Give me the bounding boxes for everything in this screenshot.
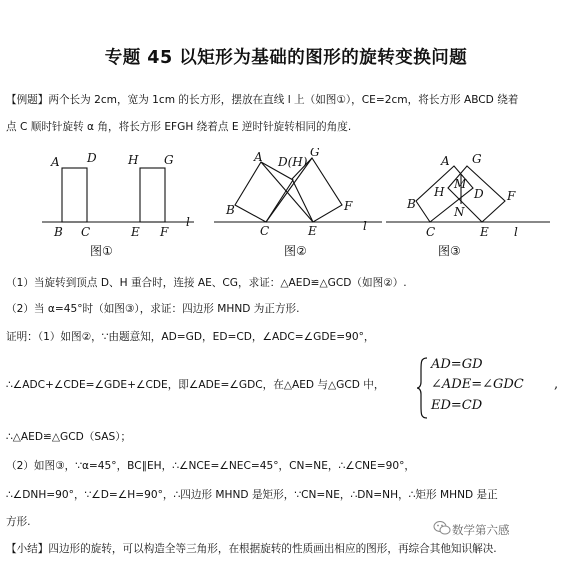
page-title: 专题 45 以矩形为基础的图形的旋转变换问题 [104,48,468,68]
geometry-figures [30,148,550,268]
fig1-label-c: C [81,225,91,239]
fig1-rect-abcd [62,168,87,222]
fig1-label-a: A [51,155,60,169]
fig3-label-b: B [407,197,416,211]
proof-line-3: ∴△AED≌△GCD（SAS）； [6,431,132,443]
fig1-rect-efgh [140,168,165,222]
fig1-label-e: E [131,225,140,239]
summary-line: 【小结】四边形的旋转，可以构造全等三角形，在根据旋转的性质画出相应的图形，再综合其他知识解决. [6,543,497,555]
fig2-label-e: E [308,224,317,238]
fig1-caption: 图① [90,244,113,258]
fig2-label-a: A [254,150,263,164]
fig2-label-l: l [363,219,367,233]
fig3-label-f: F [507,189,516,203]
fig2-rect-abcd [235,162,293,222]
figures-row [30,148,550,272]
proof-line-4: （2）如图③，∵α=45°，BC∥EH，∴∠NCE=∠NEC=45°，CN=NE，∴∠CNE=90°， [6,460,416,472]
fig3-caption: 图③ [438,244,461,258]
system-eq-2: ∠ADE=∠GDC [431,377,524,392]
fig2-caption: 图② [284,244,307,258]
fig2-label-c: C [260,224,270,238]
proof-line-5: ∴∠DNH=90°，∵∠D=∠H=90°，∴四边形 MHND 是矩形，∵CN=NE，∴DN=NH，∴矩形 MHND 是正 [6,489,498,501]
fig3-label-d: D [474,187,484,201]
fig3-label-m: M [454,177,467,191]
fig2-label-dh: D(H) [278,155,308,169]
proof-line-6: 方形. [6,516,31,528]
fig3-label-l: l [514,225,518,239]
proof-line-1: 证明：（1）如图②，∵由题意知，AD=GD，ED=CD，∠ADC=∠GDE=90°， [6,331,375,343]
fig3-label-n: N [454,205,465,219]
proof-line-2: ∴∠ADC+∠CDE=∠GDE+∠CDE，即∠ADE=∠GDC，在△AED 与△GCD 中， [6,379,385,391]
fig2-label-f: F [344,199,353,213]
fig1-label-d: D [87,151,97,165]
example-text-line-1: 【例题】两个长为 2cm，宽为 1cm 的长方形，摆放在直线 l 上（如图①），CE=2cm，将长方形 ABCD 绕着 [6,94,519,106]
system-eq-comma: , [554,377,559,392]
fig3-label-h: H [434,185,445,199]
fig3-label-a: A [441,154,450,168]
fig1-label-f: F [160,225,169,239]
system-eq-1: AD=GD [431,357,483,372]
fig2-label-g: G [310,148,320,159]
fig3-label-e: E [480,225,489,239]
equation-brace [415,356,429,420]
fig2-label-b: B [226,203,235,217]
fig1-label-h: H [128,153,139,167]
question-2: （2）当 α=45°时（如图③），求证：四边形 MHND 为正方形. [6,303,300,315]
fig3-label-g: G [472,152,482,166]
fig1-label-b: B [54,225,63,239]
fig1-label-g: G [164,153,174,167]
watermark-text: 数学第六感 [452,523,510,537]
fig3-label-c: C [426,225,436,239]
fig1-label-l: l [186,215,190,229]
system-eq-3: ED=CD [431,398,483,413]
example-text-line-2: 点 C 顺时针旋转 α 角，将长方形 EFGH 绕着点 E 逆时针旋转相同的角度. [6,121,352,133]
wechat-logo-icon [433,520,451,536]
question-1: （1）当旋转到顶点 D、H 重合时，连接 AE、CG，求证：△AED≌△GCD（如图②）. [6,277,407,289]
